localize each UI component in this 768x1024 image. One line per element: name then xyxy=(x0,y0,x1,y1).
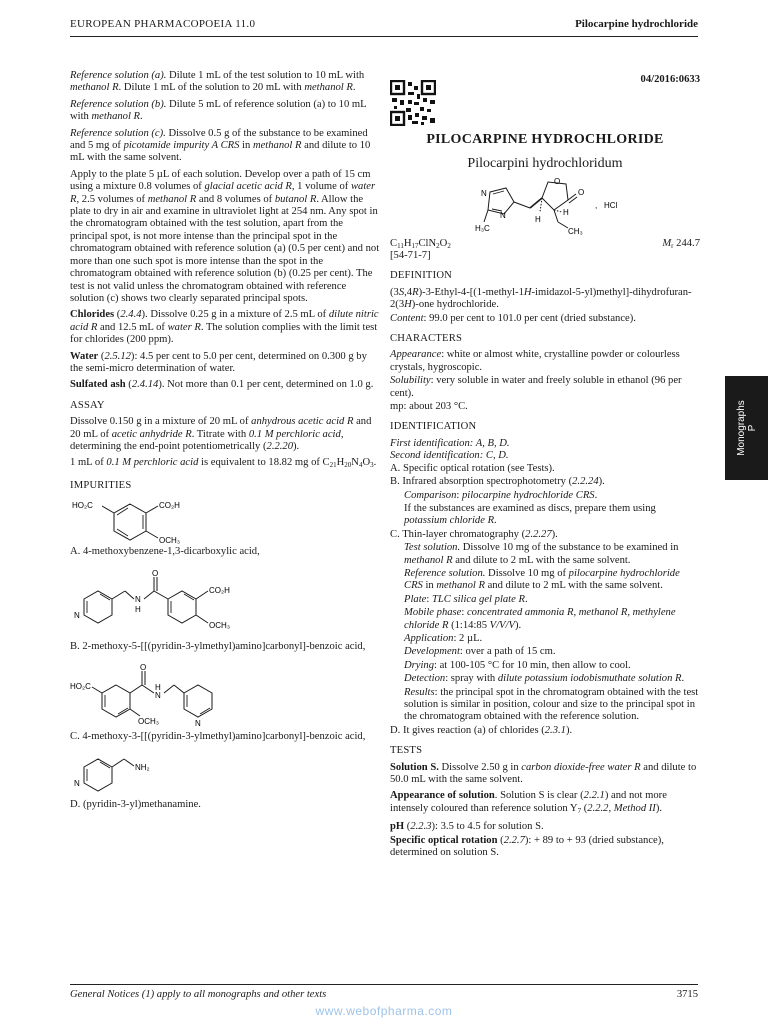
footer-note: General Notices (1) apply to all monographs and other texts xyxy=(70,989,327,1000)
water-test: Water (2.5.12): 4.5 per cent to 5.0 per cent, determined on 0.300 g by the semi-micro determination of water. xyxy=(70,350,367,374)
identification-c-results: Results: the principal spot in the chromatogram obtained with the test solution is similar in position, colour and size to the principal spot in the chromatogram obtained with the reference solution. xyxy=(404,686,699,723)
label-o: O xyxy=(152,568,159,578)
reference-solution-c: Reference solution (c). Dissolve 0.5 g of the substance to be examined and 5 mg of picotamide impurity A CRS in methanol R and dilute to 10 mL with the same solvent. xyxy=(70,127,371,164)
identification-c-reference-solution: Reference solution. Dissolve 10 mg of pilocarpine hydrochloride CRS in methanol R and dilute to 2 mL with the same solvent. xyxy=(404,567,680,592)
label-h: H xyxy=(563,208,569,217)
identification-heading: IDENTIFICATION xyxy=(390,421,477,433)
monograph-reference: 04/2016:0633 xyxy=(640,74,700,85)
impurity-d-name: D. (pyridin-3-yl)methanamine. xyxy=(70,799,201,811)
identification-b-note: If the substances are examined as discs, prepare them using potassium chloride R. xyxy=(404,502,656,527)
label-h: H xyxy=(135,604,141,614)
label-comma: , xyxy=(595,201,598,210)
watermark-link[interactable]: www.webofpharma.com xyxy=(315,1004,453,1018)
label-n: N xyxy=(155,691,161,700)
label-hcl: HCl xyxy=(604,201,618,210)
monographs-side-tab xyxy=(725,376,768,480)
specific-optical-rotation: Specific optical rotation (2.2.7): + 89 to + 93 (dried substance), determined on solution S. xyxy=(390,834,664,859)
impurity-d-structure xyxy=(70,753,190,797)
monograph-header-row xyxy=(390,70,700,132)
solubility-text: Solubility: very soluble in water and freely soluble in ethanol (96 per cent). xyxy=(390,375,682,399)
definition-text: (3S,4R)-3-Ethyl-4-[(1-methyl-1H-imidazol-5-yl)methyl]-dihydrofuran-2(3H)-one hydrochloride. xyxy=(390,286,692,311)
label-o: O xyxy=(554,178,561,186)
page-header xyxy=(70,12,698,37)
label-n: N xyxy=(74,779,80,789)
reference-solution-b: Reference solution (b). Dilute 5 mL of reference solution (a) to 10 mL with methanol R. xyxy=(70,98,367,123)
label-h: H xyxy=(155,683,161,692)
sulfated-ash-test: Sulfated ash (2.4.14). Not more than 0.1 per cent, determined on 1.0 g. xyxy=(70,379,374,391)
identification-c-detection: Detection: spray with dilute potassium iodobismuthate solution R. xyxy=(404,673,685,685)
impurity-a-name: A. 4-methoxybenzene-1,3-dicarboxylic acid, xyxy=(70,546,260,558)
identification-a: A. Specific optical rotation (see Tests). xyxy=(390,462,555,474)
identification-c-mobile-phase: Mobile phase: concentrated ammonia R, methanol R, methylene chloride R (1:14:85 V/V/V). xyxy=(404,607,676,631)
qr-code-icon xyxy=(390,80,436,126)
label-n: N xyxy=(481,189,487,198)
right-column xyxy=(390,70,700,863)
label-n: N xyxy=(135,594,141,604)
assay-text: Dissolve 0.150 g in a mixture of 20 mL of anhydrous acetic acid R and 20 mL of acetic anhydride R. Titrate with 0.1 M perchloric acid, determining the end-point potentiometrically (2.2.20). xyxy=(70,416,372,452)
label-ho2c: HO₂C xyxy=(72,501,93,511)
label-h: H xyxy=(535,215,541,224)
running-head-right: Pilocarpine hydrochloride xyxy=(575,18,698,30)
label-nh2: NH₂ xyxy=(135,763,150,773)
identification-d: D. It gives reaction (a) of chlorides (2.3.1). xyxy=(390,724,573,736)
label-n: N xyxy=(195,719,201,728)
second-identification: Second identification: C, D. xyxy=(390,450,509,462)
molecular-formula: $C_{11}H_{17}ClN_2O_2$ xyxy=(390,238,451,250)
identification-c-test-solution: Test solution. Dissolve 10 mg of the substance to be examined in methanol R and dilute to 2 mL with the same solvent. xyxy=(404,542,679,566)
label-och3: OCH₃ xyxy=(138,717,160,726)
impurity-c-name: C. 4-methoxy-3-[[(pyridin-3-ylmethyl)amino]carbonyl]-benzoic acid, xyxy=(70,731,366,742)
assay-equivalence: 1 mL of 0.1 M perchloric acid is equivalent to 18.82 mg of $C_{21}H_{20}N_4O_3$. xyxy=(70,457,377,470)
label-h3c: H₃C xyxy=(475,224,490,233)
monograph-title: PILOCARPINE HYDROCHLORIDE xyxy=(426,132,664,147)
identification-c-drying: Drying: at 100-105 °C for 10 min, then allow to cool. xyxy=(404,659,631,671)
assay-heading: ASSAY xyxy=(70,399,105,411)
identification-c-application: Application: 2 µL. xyxy=(404,632,483,644)
label-o: O xyxy=(578,188,585,197)
page-number: 3715 xyxy=(676,989,698,1000)
running-head-left: EUROPEAN PHARMACOPOEIA 11.0 xyxy=(70,18,256,30)
appearance-text: Appearance: white or almost white, crystalline powder or colourless crystals, hygroscopic. xyxy=(390,349,680,373)
left-column xyxy=(70,70,382,822)
cas-number: [54-71-7] xyxy=(390,250,431,261)
impurity-a-structure xyxy=(70,496,220,544)
identification-b: B. Infrared absorption spectrophotometry (2.2.24). xyxy=(390,476,605,488)
identification-b-comparison: Comparison: pilocarpine hydrochloride CRS. xyxy=(404,489,598,501)
solution-s: Solution S. Dissolve 2.50 g in carbon dioxide-free water R and dilute to 50.0 mL with the same solvent. xyxy=(390,761,697,786)
ph-test: pH (2.2.3): 3.5 to 4.5 for solution S. xyxy=(390,821,544,833)
identification-c-development: Development: over a path of 15 cm. xyxy=(404,646,556,658)
monograph-latin-title: Pilocarpini hydrochloridum xyxy=(467,156,623,171)
content-text: Content: 99.0 per cent to 101.0 per cent (dried substance). xyxy=(390,312,636,324)
impurity-b-name: B. 2-methoxy-5-[[(pyridin-3-ylmethyl)amino]carbonyl]-benzoic acid, xyxy=(70,640,366,652)
page-footer xyxy=(70,984,698,1000)
label-n: N xyxy=(500,211,506,220)
identification-c-plate: Plate: TLC silica gel plate R. xyxy=(404,593,528,605)
label-o: O xyxy=(140,663,147,672)
label-co2h: CO₂H xyxy=(209,585,230,595)
side-tab-text: Monographs P xyxy=(735,400,758,456)
label-co2h: CO₂H xyxy=(159,501,180,511)
impurities-heading: IMPURITIES xyxy=(70,479,132,491)
first-identification: First identification: A, B, D. xyxy=(390,437,510,449)
impurity-b-structure xyxy=(70,569,270,639)
relative-molecular-mass: $M_r$ 244.7 xyxy=(662,238,700,250)
tlc-procedure: Apply to the plate 5 µL of each solution. Develop over a path of 15 cm using a mixture 0.8 volumes of glacial acetic acid R, 1 volume of water R, 2.5 volumes of methanol R and 8 volumes of butanol R. Allow the plate to dry in air and examine in ultraviolet light at 254 nm. Any spot in the chromatogram obtained with the test solution, apart from the principal spot, is not more intense than the principal spot in the chromatogram obtained with reference solution (a) (0.5 per cent) and not more than one such spot is more intense than the spot in the chromatogram obtained with reference solution (b) (0.25 per cent). The test is not valid unless the chromatogram obtained with reference solution (c) shows two clearly separated principal spots. xyxy=(70,168,380,304)
label-och3: OCH₃ xyxy=(209,620,231,630)
melting-point: mp: about 203 °C. xyxy=(390,401,468,413)
label-ch3: CH₃ xyxy=(568,227,583,236)
pilocarpine-structure xyxy=(390,178,700,236)
label-och3: OCH₃ xyxy=(159,536,181,545)
impurity-c-structure xyxy=(70,663,270,729)
chlorides-test: Chlorides (2.4.4). Dissolve 0.25 g in a mixture of 2.5 mL of dilute nitric acid R and 12.5 mL of water R. The solution complies with the limit test for chlorides (200 ppm). xyxy=(70,309,379,346)
tests-heading: TESTS xyxy=(390,745,423,757)
identification-c: C. Thin-layer chromatography (2.2.27). xyxy=(390,528,558,540)
reference-solution-a: Reference solution (a). Dilute 1 mL of the test solution to 10 mL with methanol R. Dilute 1 mL of the solution to 20 mL with methanol R. xyxy=(70,70,365,94)
appearance-of-solution: Appearance of solution. Solution S is clear (2.2.1) and not more intensely coloured than reference solution $Y_7$ (2.2.2, Method II). xyxy=(390,790,667,815)
formula-row xyxy=(390,238,700,250)
label-n: N xyxy=(74,610,80,620)
definition-heading: DEFINITION xyxy=(390,270,453,282)
label-ho2c: HO₂C xyxy=(70,682,91,691)
characters-heading: CHARACTERS xyxy=(390,333,463,345)
